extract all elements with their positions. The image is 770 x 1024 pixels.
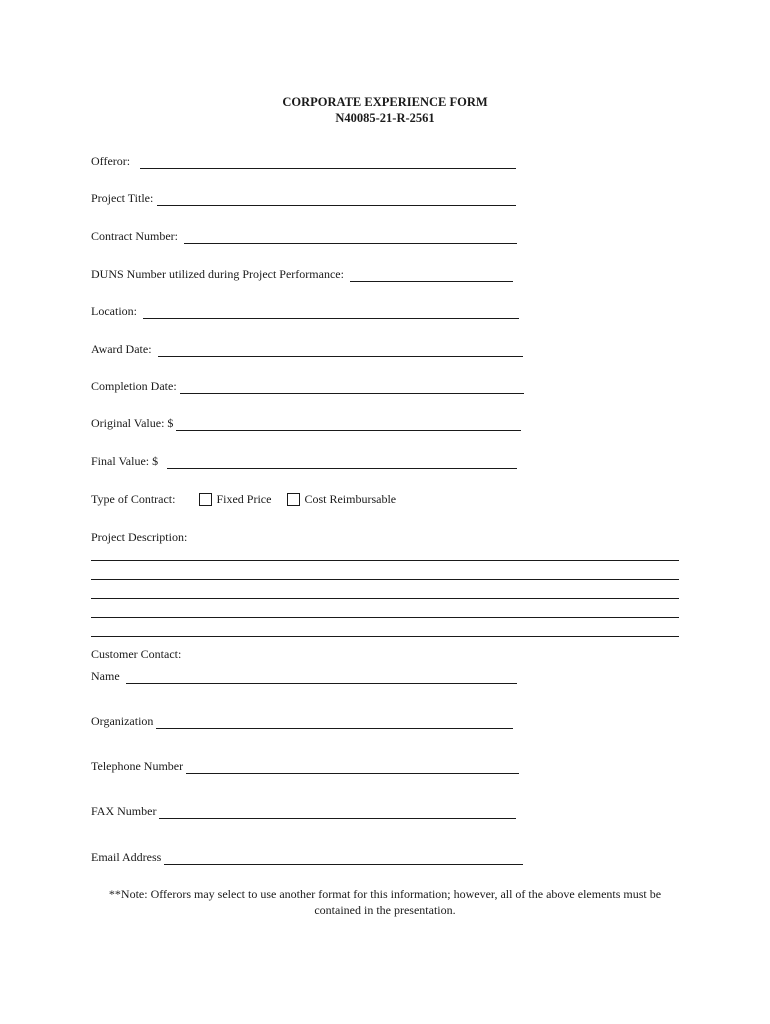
award-date-label: Award Date: xyxy=(91,342,152,356)
project-description-field xyxy=(91,529,187,545)
original-value-input-line[interactable] xyxy=(176,418,521,431)
contact-telephone-label: Telephone Number xyxy=(91,759,184,773)
project-description-line[interactable] xyxy=(91,636,679,637)
contact-email-field[interactable] xyxy=(91,849,523,865)
contact-email-label: Email Address xyxy=(91,850,162,864)
duns-number-label: DUNS Number utilized during Project Performance: xyxy=(91,267,344,281)
contract-number-label: Contract Number: xyxy=(91,229,178,243)
note-line-2: contained in the presentation. xyxy=(314,903,456,917)
contract-type-label: Type of Contract: xyxy=(91,491,176,506)
project-description-line[interactable] xyxy=(91,598,679,599)
contract-number-field[interactable] xyxy=(91,228,517,244)
project-title-field[interactable] xyxy=(91,190,516,206)
completion-date-field[interactable] xyxy=(91,378,524,394)
contact-telephone-field[interactable] xyxy=(91,758,519,774)
fixed-price-label: Fixed Price xyxy=(216,491,272,506)
customer-contact-label: Customer Contact: xyxy=(91,647,182,661)
original-value-field[interactable] xyxy=(91,415,521,431)
final-value-label: Final Value: $ xyxy=(91,454,159,468)
project-title-label: Project Title: xyxy=(91,191,154,205)
offeror-input-line[interactable] xyxy=(140,156,516,169)
final-value-input-line[interactable] xyxy=(167,456,517,469)
location-label: Location: xyxy=(91,304,137,318)
project-description-line[interactable] xyxy=(91,560,679,561)
contact-name-input-line[interactable] xyxy=(126,671,517,684)
contact-organization-field[interactable] xyxy=(91,713,513,729)
solicitation-number: N40085-21-R-2561 xyxy=(335,111,435,125)
completion-date-input-line[interactable] xyxy=(180,381,524,394)
contact-email-input-line[interactable] xyxy=(164,852,523,865)
contract-type-row xyxy=(91,490,396,508)
project-description-line[interactable] xyxy=(91,617,679,618)
contact-telephone-input-line[interactable] xyxy=(186,761,519,774)
contact-organization-input-line[interactable] xyxy=(156,716,513,729)
fixed-price-checkbox[interactable] xyxy=(199,493,212,506)
contact-organization-label: Organization xyxy=(91,714,154,728)
award-date-field[interactable] xyxy=(91,341,523,357)
location-input-line[interactable] xyxy=(143,306,519,319)
project-title-input-line[interactable] xyxy=(157,193,516,206)
offeror-field[interactable] xyxy=(91,153,516,169)
note-line-1: **Note: Offerors may select to use another format for this information; however, all of the above elements must be xyxy=(108,887,662,901)
project-description-line[interactable] xyxy=(91,579,679,580)
cost-reimbursable-checkbox[interactable] xyxy=(287,493,300,506)
final-value-field[interactable] xyxy=(91,453,517,469)
form-title: CORPORATE EXPERIENCE FORM xyxy=(282,95,488,109)
contact-fax-field[interactable] xyxy=(91,803,516,819)
project-description-label: Project Description: xyxy=(91,530,188,544)
contact-name-label: Name xyxy=(91,669,120,683)
customer-contact-heading xyxy=(91,646,181,662)
location-field[interactable] xyxy=(91,303,519,319)
completion-date-label: Completion Date: xyxy=(91,379,177,393)
contact-name-field[interactable] xyxy=(91,668,517,684)
contract-number-input-line[interactable] xyxy=(184,231,517,244)
contact-fax-input-line[interactable] xyxy=(159,806,516,819)
original-value-label: Original Value: $ xyxy=(91,416,174,430)
contact-fax-label: FAX Number xyxy=(91,804,157,818)
duns-number-field[interactable] xyxy=(91,266,513,282)
cost-reimbursable-option[interactable] xyxy=(287,492,396,507)
award-date-input-line[interactable] xyxy=(158,344,523,357)
cost-reimbursable-label: Cost Reimbursable xyxy=(304,491,397,506)
duns-number-input-line[interactable] xyxy=(350,269,513,282)
fixed-price-option[interactable] xyxy=(199,492,271,507)
offeror-label: Offeror: xyxy=(91,154,131,168)
